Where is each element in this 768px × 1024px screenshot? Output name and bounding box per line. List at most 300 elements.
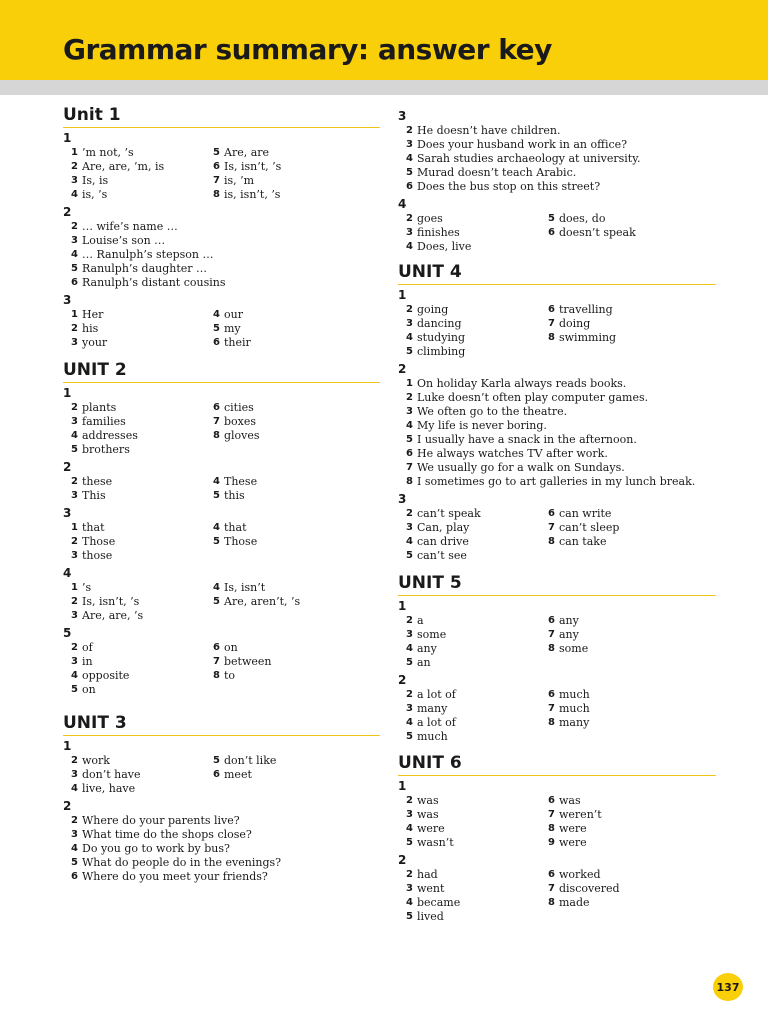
unit-5 bbox=[398, 574, 716, 744]
answer-number: 5 bbox=[213, 323, 220, 334]
answer-row bbox=[63, 308, 380, 322]
answer-text: Louise’s son … bbox=[82, 234, 166, 247]
answer-item bbox=[63, 641, 213, 655]
answer-item bbox=[548, 822, 708, 836]
exercise-section bbox=[63, 505, 380, 563]
answer-number: 1 bbox=[71, 582, 78, 593]
answer-number: 5 bbox=[406, 167, 413, 178]
answer-number: 2 bbox=[406, 795, 413, 806]
answer-item bbox=[213, 768, 373, 782]
answer-text: Those bbox=[224, 535, 258, 548]
answer-row bbox=[398, 808, 716, 822]
answer-item bbox=[398, 240, 548, 254]
answer-row bbox=[63, 401, 380, 415]
answer-text: meet bbox=[224, 768, 252, 781]
answer-item bbox=[63, 475, 213, 489]
answer-item bbox=[63, 549, 213, 563]
answer-row bbox=[63, 669, 380, 683]
answer-text: of bbox=[82, 641, 93, 654]
answer-number: 2 bbox=[71, 642, 78, 653]
answer-row bbox=[63, 641, 380, 655]
answer-number: 3 bbox=[71, 769, 78, 780]
answer-number: 5 bbox=[406, 346, 413, 357]
answer-text: Are, are bbox=[224, 146, 270, 159]
answer-item bbox=[63, 276, 226, 290]
answer-item bbox=[398, 688, 548, 702]
answer-list bbox=[398, 303, 716, 359]
answer-item bbox=[398, 836, 548, 850]
answer-item bbox=[398, 152, 640, 166]
answer-list bbox=[63, 581, 380, 623]
answer-item bbox=[63, 856, 281, 870]
answer-text: an bbox=[417, 656, 431, 669]
answer-item bbox=[63, 248, 214, 262]
answer-number: 4 bbox=[406, 153, 413, 164]
answer-number: 5 bbox=[213, 536, 220, 547]
answer-text: Murad doesn’t teach Arabic. bbox=[417, 166, 577, 179]
answer-row bbox=[398, 836, 716, 850]
answer-number: 4 bbox=[71, 783, 78, 794]
answer-item bbox=[398, 226, 548, 240]
answer-row bbox=[398, 433, 716, 447]
answer-item bbox=[213, 415, 373, 429]
answer-row bbox=[63, 814, 380, 828]
answer-text: Sarah studies archaeology at university. bbox=[417, 152, 641, 165]
answer-text: a lot of bbox=[417, 688, 456, 701]
answer-text: These bbox=[224, 475, 258, 488]
answer-text: doesn’t speak bbox=[559, 226, 636, 239]
answer-number: 7 bbox=[548, 629, 555, 640]
answer-number: 3 bbox=[406, 406, 413, 417]
answer-number: 2 bbox=[406, 304, 413, 315]
answer-number: 5 bbox=[406, 731, 413, 742]
answer-text: He always watches TV after work. bbox=[417, 447, 608, 460]
answer-item bbox=[398, 317, 548, 331]
answer-item bbox=[63, 174, 213, 188]
answer-number: 2 bbox=[71, 402, 78, 413]
answer-row bbox=[63, 581, 380, 595]
exercise-section bbox=[63, 459, 380, 503]
answer-number: 8 bbox=[548, 897, 555, 908]
answer-text: lived bbox=[417, 910, 444, 923]
answer-number: 7 bbox=[213, 416, 220, 427]
answer-text: made bbox=[559, 896, 590, 909]
answer-row bbox=[398, 317, 716, 331]
answer-item bbox=[213, 669, 373, 683]
answer-item bbox=[398, 345, 548, 359]
answer-item bbox=[398, 656, 548, 670]
answer-list bbox=[63, 220, 380, 290]
answer-text: his bbox=[82, 322, 99, 335]
answer-number: 7 bbox=[213, 656, 220, 667]
answer-item bbox=[63, 521, 213, 535]
unit-heading: UNIT 5 bbox=[398, 574, 716, 596]
answer-text: any bbox=[559, 628, 579, 641]
answer-item bbox=[213, 160, 373, 174]
answer-item bbox=[63, 581, 213, 595]
answer-item bbox=[63, 234, 165, 248]
answer-row bbox=[398, 152, 716, 166]
answer-number: 5 bbox=[548, 213, 555, 224]
exercise-number: 5 bbox=[63, 626, 72, 640]
answer-number: 3 bbox=[406, 629, 413, 640]
answer-row bbox=[398, 614, 716, 628]
answer-item bbox=[213, 535, 373, 549]
answer-number: 5 bbox=[406, 657, 413, 668]
exercise-number: 3 bbox=[398, 492, 407, 506]
answer-text: Are, aren’t, ’s bbox=[224, 595, 301, 608]
answer-row bbox=[398, 461, 716, 475]
answer-item bbox=[63, 160, 213, 174]
answer-text: can’t sleep bbox=[559, 521, 620, 534]
answer-number: 3 bbox=[71, 490, 78, 501]
answer-number: 5 bbox=[213, 596, 220, 607]
answer-item bbox=[63, 655, 213, 669]
answer-text: Can, play bbox=[417, 521, 470, 534]
answer-number: 2 bbox=[406, 213, 413, 224]
answer-list bbox=[63, 754, 380, 796]
answer-item bbox=[398, 433, 637, 447]
answer-text: this bbox=[224, 489, 245, 502]
answer-text: climbing bbox=[417, 345, 466, 358]
answer-text: is, ’s bbox=[82, 188, 108, 201]
answer-row bbox=[398, 377, 716, 391]
answer-row bbox=[398, 642, 716, 656]
answer-text: went bbox=[417, 882, 445, 895]
answer-item bbox=[398, 549, 548, 563]
answer-text: became bbox=[417, 896, 461, 909]
answer-row bbox=[398, 910, 716, 924]
answer-item bbox=[398, 461, 625, 475]
answer-row bbox=[63, 322, 380, 336]
unit-1 bbox=[63, 106, 380, 350]
answer-row bbox=[63, 248, 380, 262]
answer-number: 6 bbox=[71, 871, 78, 882]
answer-text: boxes bbox=[224, 415, 257, 428]
answer-number: 2 bbox=[71, 596, 78, 607]
answer-number: 3 bbox=[71, 829, 78, 840]
answer-row bbox=[63, 842, 380, 856]
answer-item bbox=[548, 702, 708, 716]
answer-number: 2 bbox=[406, 869, 413, 880]
exercise-number: 3 bbox=[398, 109, 407, 123]
answer-item bbox=[213, 308, 373, 322]
answer-row bbox=[398, 331, 716, 345]
answer-text: goes bbox=[417, 212, 443, 225]
answer-text: many bbox=[559, 716, 590, 729]
answer-row bbox=[398, 391, 716, 405]
answer-item bbox=[213, 188, 373, 202]
answer-number: 3 bbox=[71, 235, 78, 246]
answer-row bbox=[63, 160, 380, 174]
answer-text: some bbox=[417, 628, 447, 641]
answer-item bbox=[213, 581, 373, 595]
answer-item bbox=[398, 882, 548, 896]
answer-text: Is, isn’t bbox=[224, 581, 266, 594]
answer-row bbox=[398, 212, 716, 226]
answer-number: 6 bbox=[406, 181, 413, 192]
answer-number: 4 bbox=[406, 897, 413, 908]
answer-item bbox=[398, 419, 547, 433]
answer-item bbox=[398, 138, 627, 152]
answer-text: On holiday Karla always reads books. bbox=[417, 377, 627, 390]
answer-text: plants bbox=[82, 401, 117, 414]
answer-text: these bbox=[82, 475, 113, 488]
answer-row bbox=[398, 475, 716, 489]
answer-number: 4 bbox=[213, 476, 220, 487]
answer-number: 5 bbox=[213, 490, 220, 501]
exercise-number: 2 bbox=[63, 460, 72, 474]
answer-text: worked bbox=[559, 868, 601, 881]
answer-list bbox=[398, 794, 716, 850]
answer-number: 4 bbox=[406, 241, 413, 252]
exercise-section bbox=[63, 204, 380, 290]
answer-item bbox=[548, 896, 708, 910]
answer-text: work bbox=[82, 754, 110, 767]
answer-text: Are, are, ’s bbox=[82, 609, 144, 622]
answer-item bbox=[63, 683, 213, 697]
answer-text: much bbox=[559, 688, 590, 701]
answer-number: 3 bbox=[71, 610, 78, 621]
answer-number: 4 bbox=[71, 430, 78, 441]
answer-number: 4 bbox=[406, 823, 413, 834]
answer-text: Is, isn’t, ’s bbox=[224, 160, 282, 173]
answer-item bbox=[548, 730, 708, 744]
answer-row bbox=[398, 226, 716, 240]
answer-text: were bbox=[559, 822, 587, 835]
answer-row bbox=[63, 489, 380, 503]
answer-text: were bbox=[417, 822, 445, 835]
answer-item bbox=[548, 628, 708, 642]
answer-row bbox=[398, 896, 716, 910]
answer-row bbox=[398, 628, 716, 642]
answer-item bbox=[398, 303, 548, 317]
answer-text: ’s bbox=[82, 581, 92, 594]
answer-number: 6 bbox=[548, 689, 555, 700]
answer-text: going bbox=[417, 303, 449, 316]
answer-number: 2 bbox=[406, 125, 413, 136]
answer-number: 8 bbox=[548, 823, 555, 834]
exercise-section bbox=[63, 738, 380, 796]
answer-text: that bbox=[82, 521, 105, 534]
answer-item bbox=[398, 391, 648, 405]
answer-number: 2 bbox=[71, 536, 78, 547]
answer-number: 4 bbox=[406, 717, 413, 728]
answer-text: I usually have a snack in the afternoon. bbox=[417, 433, 637, 446]
answer-number: 6 bbox=[213, 402, 220, 413]
exercise-section bbox=[398, 361, 716, 489]
answer-item bbox=[63, 535, 213, 549]
answer-item bbox=[63, 401, 213, 415]
answer-item bbox=[213, 609, 373, 623]
answer-number: 3 bbox=[406, 703, 413, 714]
answer-text: much bbox=[559, 702, 590, 715]
answer-text: brothers bbox=[82, 443, 130, 456]
answer-number: 3 bbox=[71, 337, 78, 348]
answer-item bbox=[398, 794, 548, 808]
answer-item bbox=[213, 174, 373, 188]
answer-item bbox=[63, 609, 213, 623]
answer-row bbox=[63, 768, 380, 782]
answer-row bbox=[398, 303, 716, 317]
answer-row bbox=[398, 345, 716, 359]
answer-number: 6 bbox=[213, 642, 220, 653]
answer-number: 8 bbox=[213, 430, 220, 441]
answer-list bbox=[398, 377, 716, 489]
answer-text: can write bbox=[559, 507, 612, 520]
answer-item bbox=[548, 808, 708, 822]
answer-item bbox=[398, 521, 548, 535]
answer-text: is, isn’t, ’s bbox=[224, 188, 281, 201]
answer-text: does, do bbox=[559, 212, 606, 225]
answer-list bbox=[398, 614, 716, 670]
answer-item bbox=[213, 322, 373, 336]
answer-number: 2 bbox=[406, 508, 413, 519]
answer-number: 8 bbox=[213, 189, 220, 200]
answer-number: 1 bbox=[71, 147, 78, 158]
answer-number: 8 bbox=[548, 536, 555, 547]
answer-row bbox=[398, 166, 716, 180]
answer-number: 4 bbox=[406, 420, 413, 431]
answer-number: 2 bbox=[71, 161, 78, 172]
answer-text: was bbox=[559, 794, 581, 807]
answer-item bbox=[213, 782, 373, 796]
unit-heading: UNIT 2 bbox=[63, 361, 380, 383]
answer-number: 8 bbox=[406, 476, 413, 487]
answer-text: Her bbox=[82, 308, 104, 321]
answer-text: your bbox=[82, 336, 108, 349]
answer-number: 4 bbox=[71, 189, 78, 200]
answer-item bbox=[63, 308, 213, 322]
answer-text: We often go to the theatre. bbox=[417, 405, 568, 418]
answer-item bbox=[548, 345, 708, 359]
answer-text: travelling bbox=[559, 303, 613, 316]
answer-number: 3 bbox=[71, 550, 78, 561]
answer-number: 7 bbox=[548, 522, 555, 533]
answer-item bbox=[398, 535, 548, 549]
answer-row bbox=[63, 429, 380, 443]
answer-text: Does your husband work in an office? bbox=[417, 138, 628, 151]
answer-item bbox=[213, 521, 373, 535]
answer-row bbox=[63, 262, 380, 276]
answer-row bbox=[63, 870, 380, 884]
answer-row bbox=[398, 138, 716, 152]
exercise-section bbox=[398, 196, 716, 254]
answer-number: 8 bbox=[548, 717, 555, 728]
exercise-section bbox=[63, 130, 380, 202]
answer-text: on bbox=[224, 641, 238, 654]
exercise-number: 3 bbox=[63, 293, 72, 307]
answer-item bbox=[398, 377, 626, 391]
answer-number: 4 bbox=[406, 643, 413, 654]
answer-number: 1 bbox=[71, 522, 78, 533]
answer-item bbox=[548, 549, 708, 563]
answer-text: many bbox=[417, 702, 448, 715]
answer-number: 6 bbox=[213, 161, 220, 172]
answer-text: to bbox=[224, 669, 236, 682]
answer-text: This bbox=[82, 489, 106, 502]
answer-text: Ranulph’s daughter … bbox=[82, 262, 208, 275]
answer-text: weren’t bbox=[559, 808, 602, 821]
answer-number: 6 bbox=[213, 337, 220, 348]
unit-6 bbox=[398, 754, 716, 924]
answer-item bbox=[548, 535, 708, 549]
answer-row bbox=[63, 655, 380, 669]
answer-row bbox=[398, 794, 716, 808]
answer-row bbox=[398, 882, 716, 896]
answer-item bbox=[63, 220, 178, 234]
answer-row bbox=[63, 521, 380, 535]
answer-item bbox=[548, 507, 708, 521]
answer-number: 2 bbox=[71, 476, 78, 487]
exercise-section bbox=[398, 672, 716, 744]
answer-text: between bbox=[224, 655, 272, 668]
answer-item bbox=[548, 836, 708, 850]
answer-item bbox=[548, 240, 708, 254]
answer-text: can’t see bbox=[417, 549, 467, 562]
answer-row bbox=[63, 535, 380, 549]
answer-item bbox=[63, 188, 213, 202]
exercise-section bbox=[398, 852, 716, 924]
answer-row bbox=[398, 419, 716, 433]
unit-3-continued bbox=[398, 106, 716, 254]
answer-number: 6 bbox=[71, 277, 78, 288]
answer-item bbox=[63, 262, 207, 276]
answer-number: 6 bbox=[548, 869, 555, 880]
answer-row bbox=[398, 405, 716, 419]
answer-number: 3 bbox=[71, 175, 78, 186]
answer-item bbox=[213, 549, 373, 563]
answer-item bbox=[213, 655, 373, 669]
answer-item bbox=[213, 146, 373, 160]
answer-number: 5 bbox=[71, 263, 78, 274]
answer-item bbox=[213, 475, 373, 489]
answer-text: Are, are, ’m, is bbox=[82, 160, 165, 173]
answer-text: finishes bbox=[417, 226, 460, 239]
answer-row bbox=[63, 174, 380, 188]
answer-item bbox=[548, 212, 708, 226]
answer-list bbox=[398, 868, 716, 924]
answer-number: 7 bbox=[548, 883, 555, 894]
answer-text: any bbox=[417, 642, 437, 655]
exercise-section bbox=[398, 491, 716, 563]
exercise-number: 2 bbox=[398, 362, 407, 376]
answer-list bbox=[398, 212, 716, 254]
answer-text: can take bbox=[559, 535, 607, 548]
answer-text: a bbox=[417, 614, 424, 627]
answer-item bbox=[398, 614, 548, 628]
answer-number: 1 bbox=[406, 378, 413, 389]
answer-item bbox=[548, 794, 708, 808]
answer-number: 6 bbox=[213, 769, 220, 780]
answer-item bbox=[548, 688, 708, 702]
answer-text: ’m not, ’s bbox=[82, 146, 134, 159]
page-title: Grammar summary: answer key bbox=[63, 33, 552, 66]
answer-list bbox=[63, 641, 380, 697]
answer-item bbox=[548, 614, 708, 628]
answer-text: a lot of bbox=[417, 716, 456, 729]
unit-heading: UNIT 6 bbox=[398, 754, 716, 776]
answer-row bbox=[398, 124, 716, 138]
answer-number: 3 bbox=[406, 318, 413, 329]
answer-text: … Ranulph’s stepson … bbox=[82, 248, 214, 261]
answer-number: 5 bbox=[406, 550, 413, 561]
answer-row bbox=[63, 146, 380, 160]
answer-row bbox=[398, 868, 716, 882]
answer-item bbox=[398, 507, 548, 521]
answer-row bbox=[398, 716, 716, 730]
answer-item bbox=[398, 212, 548, 226]
